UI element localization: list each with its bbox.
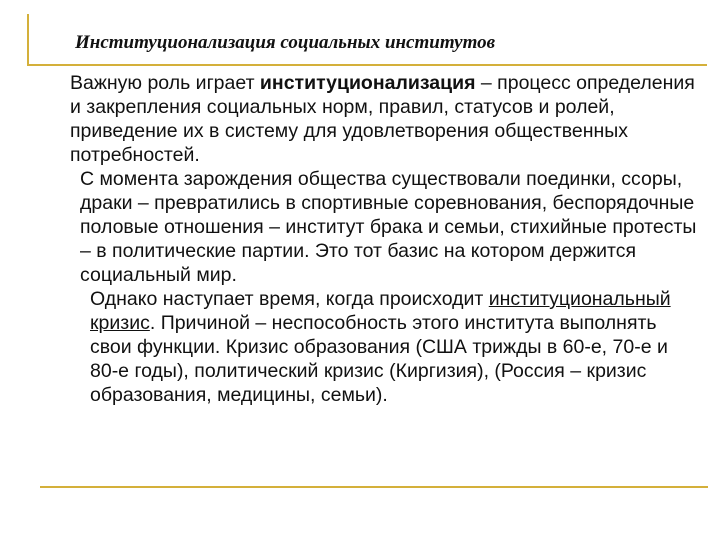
paragraph1-term: институционализация (259, 72, 476, 94)
slide-title: Институционализация социальных институтов (75, 32, 496, 53)
paragraph-crisis (58, 287, 698, 407)
bottom-rule (40, 486, 708, 488)
title-vertical-rule (27, 14, 29, 64)
paragraph3-rest: . Причиной – неспособность этого института выполнять свои функции. Кризис образования (США трижды в 60-е, 70-е и 80-е годы), политический кризис (Киргизия), (Россия – кризис образования, медицины, семьи). (90, 312, 668, 406)
title-horizontal-rule (27, 64, 707, 66)
paragraph1-intro: Важную роль играет (70, 72, 260, 94)
paragraph-examples: С момента зарождения общества существовали поединки, ссоры, драки – превратились в спортивные соревнования, беспорядочные половые отношения – институт брака и семьи, стихийные протесты – в политические партии. Это тот базис на котором держится социальный мир. (80, 168, 697, 286)
paragraph-institutionalization (58, 71, 698, 167)
paragraph1-rest: – процесс определения и закрепления социальных норм, правил, статусов и ролей, приведение их в систему для удовлетворения общественных потребностей. (70, 72, 695, 166)
slide-body (58, 71, 698, 407)
title-area (27, 14, 707, 64)
paragraph3-intro: Однако наступает время, когда происходит (90, 288, 489, 310)
paragraph3-term: институциональный кризис (90, 288, 671, 334)
